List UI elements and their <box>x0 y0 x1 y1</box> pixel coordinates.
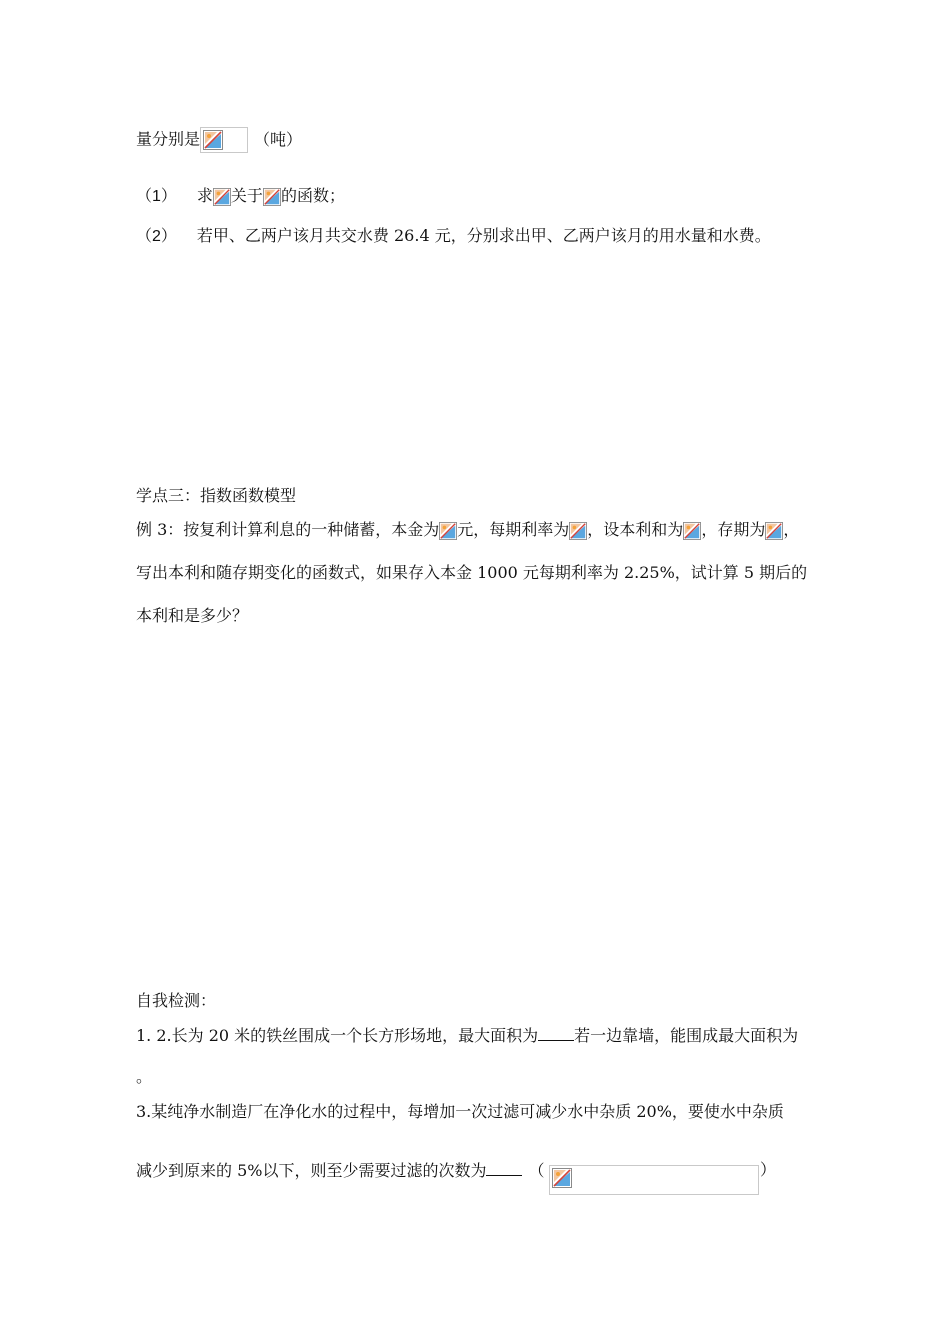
ex3-text-d: ，存期为 <box>701 520 766 539</box>
formula-image-icon <box>683 522 701 540</box>
answer-blank[interactable] <box>486 1159 522 1176</box>
q1-text-b: 关于 <box>230 186 263 205</box>
formula-image-icon <box>263 188 281 206</box>
open-paren: （ <box>528 1161 545 1180</box>
q1-text-c: 的函数； <box>280 186 345 205</box>
line-amount <box>136 127 302 153</box>
formula-image-icon <box>213 188 231 206</box>
q12-text-b: 若一边靠墙，能围成最大面积为 <box>574 1026 799 1045</box>
ex3-text-b: 元，每期利率为 <box>457 520 570 539</box>
answer-blank[interactable] <box>538 1024 574 1041</box>
example-3-line-3: 本利和是多少？ <box>136 606 249 625</box>
formula-image-icon <box>765 522 783 540</box>
q12-text-a: 1. 2.长为 20 米的铁丝围成一个长方形场地，最大面积为 <box>136 1026 539 1045</box>
q1-text-a: 求 <box>196 186 213 205</box>
question-3-line-2 <box>136 1159 545 1182</box>
ex3-text-e: ， <box>783 520 800 539</box>
formula-image-icon <box>569 522 587 540</box>
close-paren: ） <box>760 1160 777 1179</box>
question-number: （1） <box>136 188 177 205</box>
unit-ton: （吨） <box>254 131 303 149</box>
example-3-line-2: 写出本利和随存期变化的函数式，如果存入本金 1000 元每期利率为 2.25%，试计算 5 期后的 <box>136 563 808 582</box>
question-number: （2） <box>136 228 177 245</box>
question-2 <box>136 225 771 248</box>
formula-image-icon <box>200 127 248 153</box>
question-3-line-1: 3.某纯净水制造厂在净化水的过程中，每增加一次过滤可减少水中杂质 20%，要使水中杂质 <box>136 1102 784 1121</box>
amount-label: 量分别是 <box>136 129 201 149</box>
self-check-title: 自我检测： <box>136 991 217 1010</box>
ex3-text-c: ，设本利和为 <box>587 520 684 539</box>
question-1-2-end: 。 <box>136 1067 153 1086</box>
question-1 <box>136 185 345 208</box>
formula-image-icon <box>549 1165 759 1195</box>
q2-text: 若甲、乙两户该月共交水费 26.4 元，分别求出甲、乙两户该月的用水量和水费。 <box>196 226 771 245</box>
q3-text-a: 减少到原来的 5%以下，则至少需要过滤的次数为 <box>136 1161 487 1180</box>
section-title: 学点三：指数函数模型 <box>136 486 297 505</box>
formula-image-icon <box>439 522 457 540</box>
example-3-line-1 <box>136 519 799 541</box>
question-1-2 <box>136 1024 798 1047</box>
ex3-text-a: 例 3：按复利计算利息的一种储蓄，本金为 <box>136 520 440 539</box>
